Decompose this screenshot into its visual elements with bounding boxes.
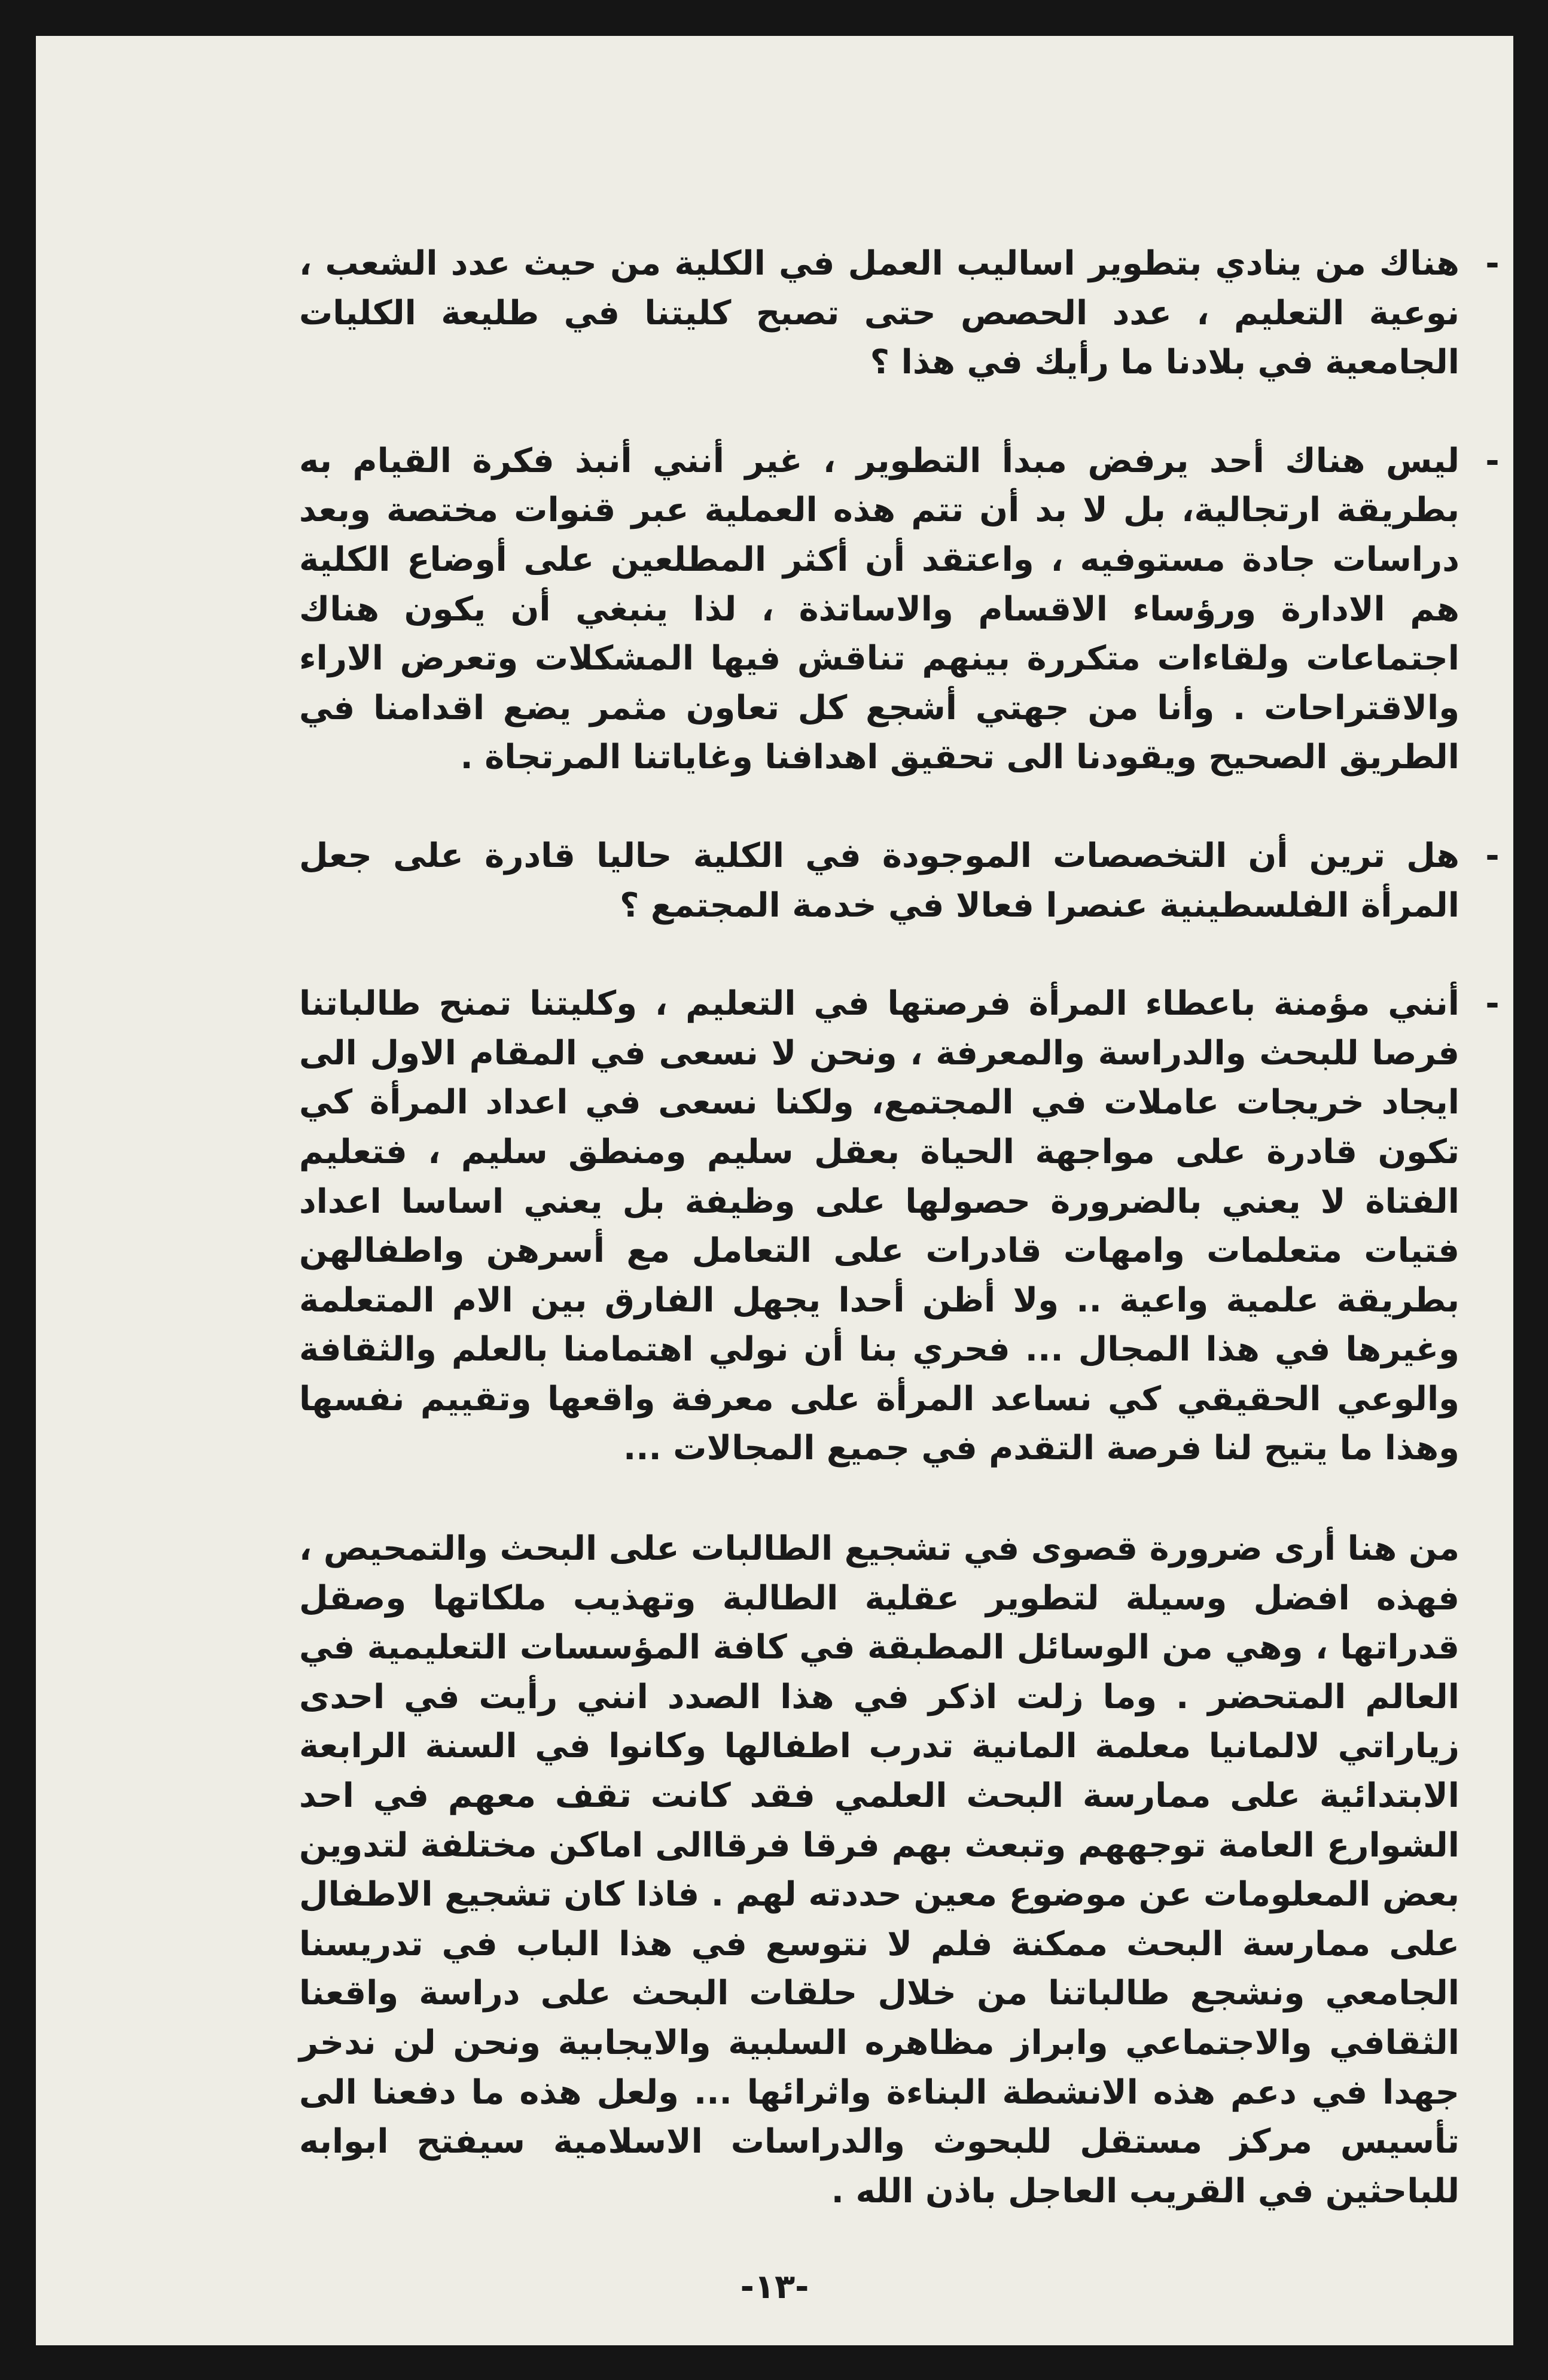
- question-paragraph-2: [299, 832, 1500, 930]
- page-number: -١٣-: [740, 2268, 809, 2306]
- dash-marker: -: [1485, 984, 1500, 1024]
- paragraph-text: أنني مؤمنة باعطاء المرأة فرصتها في التعليم ، وكليتنا تمنح طالباتنا فرصا للبحث والدراسة والمعرفة ، ونحن لا نسعى في المقام الاول الى ايجاد خريجات عاملات في المجتمع، ولكنا نسعى في اعداد المرأة كي تكون قادرة على مواجهة الحياة بعقل سليم ومنطق سليم ، فتعليم الفتاة لا يعني بالضرورة حصولها على وظيفة بل يعني اساسا اعداد فتيات متعلمات وامهات قادرات على التعامل مع أسرهن واطفالهن بطريقة علمية واعية .. ولا أظن أحدا يجهل الفارق بين الام المتعلمة وغيرها في هذا المجال ... فحري بنا أن نولي اهتمامنا بالعلم والثقافة والوعي الحقيقي كي نساعد المرأة على معرفة واقعها وتقييم نفسها وهذا ما يتيح لنا فرصة التقدم في جميع المجالات ...: [299, 984, 1459, 1468]
- paragraph-text: هل ترين أن التخصصات الموجودة في الكلية حاليا قادرة على جعل المرأة الفلسطينية عنصرا فعالا في خدمة المجتمع ؟: [299, 836, 1459, 925]
- paragraph-text: هناك من ينادي بتطوير اساليب العمل في الكلية من حيث عدد الشعب ، نوعية التعليم ، عدد الحصص حتى تصبح كليتنا في طليعة الكليات الجامعية في بلادنا ما رأيك في هذا ؟: [299, 244, 1459, 382]
- answer-paragraph-1: [299, 437, 1500, 783]
- interview-text: [299, 239, 1500, 2216]
- question-paragraph-1: [299, 239, 1500, 388]
- dash-marker: -: [1485, 244, 1500, 283]
- dash-marker: -: [1485, 836, 1500, 875]
- paragraph-text: من هنا أرى ضرورة قصوى في تشجيع الطالبات على البحث والتمحيص ، فهذه افضل وسيلة لتطوير عقلية الطالبة وتهذيب ملكاتها وصقل قدراتها ، وهي من الوسائل المطبقة في كافة المؤسسات التعليمية في العالم المتحضر . وما زلت اذكر في هذا الصدد انني رأيت في احدى زياراتي لالمانيا معلمة المانية تدرب اطفالها وكانوا في السنة الرابعة الابتدائية على ممارسة البحث العلمي فقد كانت تقف معهم في احد الشوارع العامة توجههم وتبعث بهم فرقا فرقاالى اماكن مختلفة لتدوين بعض المعلومات عن موضوع معين حددته لهم . فاذا كان تشجيع الاطفال على ممارسة البحث ممكنة فلم لا نتوسع في هذا الباب في تدريسنا الجامعي ونشجع طالباتنا من خلال حلقات البحث على دراسة واقعنا الثقافي والاجتماعي وابراز مظاهره السلبية والايجابية ونحن لن ندخر جهدا في دعم هذه الانشطة البناءة واثرائها ... ولعل هذه ما دفعنا الى تأسيس مركز مستقل للبحوث والدراسات الاسلامية سيفتح ابوابه للباحثين في القريب العاجل باذن الله .: [299, 1529, 1459, 2211]
- answer-paragraph-2: [299, 979, 1500, 1474]
- paragraph-text: ليس هناك أحد يرفض مبدأ التطوير ، غير أنني أنبذ فكرة القيام به بطريقة ارتجالية، بل لا بد أن تتم هذه العملية عبر قنوات مختصة وبعد دراسات جادة مستوفيه ، واعتقد أن أكثر المطلعين على أوضاع الكلية هم الادارة ورؤساء الاقسام والاساتذة ، لذا ينبغي أن يكون هناك اجتماعات ولقاءات متكررة بينهم تناقش فيها المشكلات وتعرض الاراء والاقتراحات . وأنا من جهتي أشجع كل تعاون مثمر يضع اقدامنا في الطريق الصحيح ويقودنا الى تحقيق اهدافنا وغاياتنا المرتجاة .: [299, 441, 1459, 777]
- dash-marker: -: [1485, 441, 1500, 480]
- document-page: [36, 36, 1513, 2345]
- answer-paragraph-3: [299, 1524, 1459, 2216]
